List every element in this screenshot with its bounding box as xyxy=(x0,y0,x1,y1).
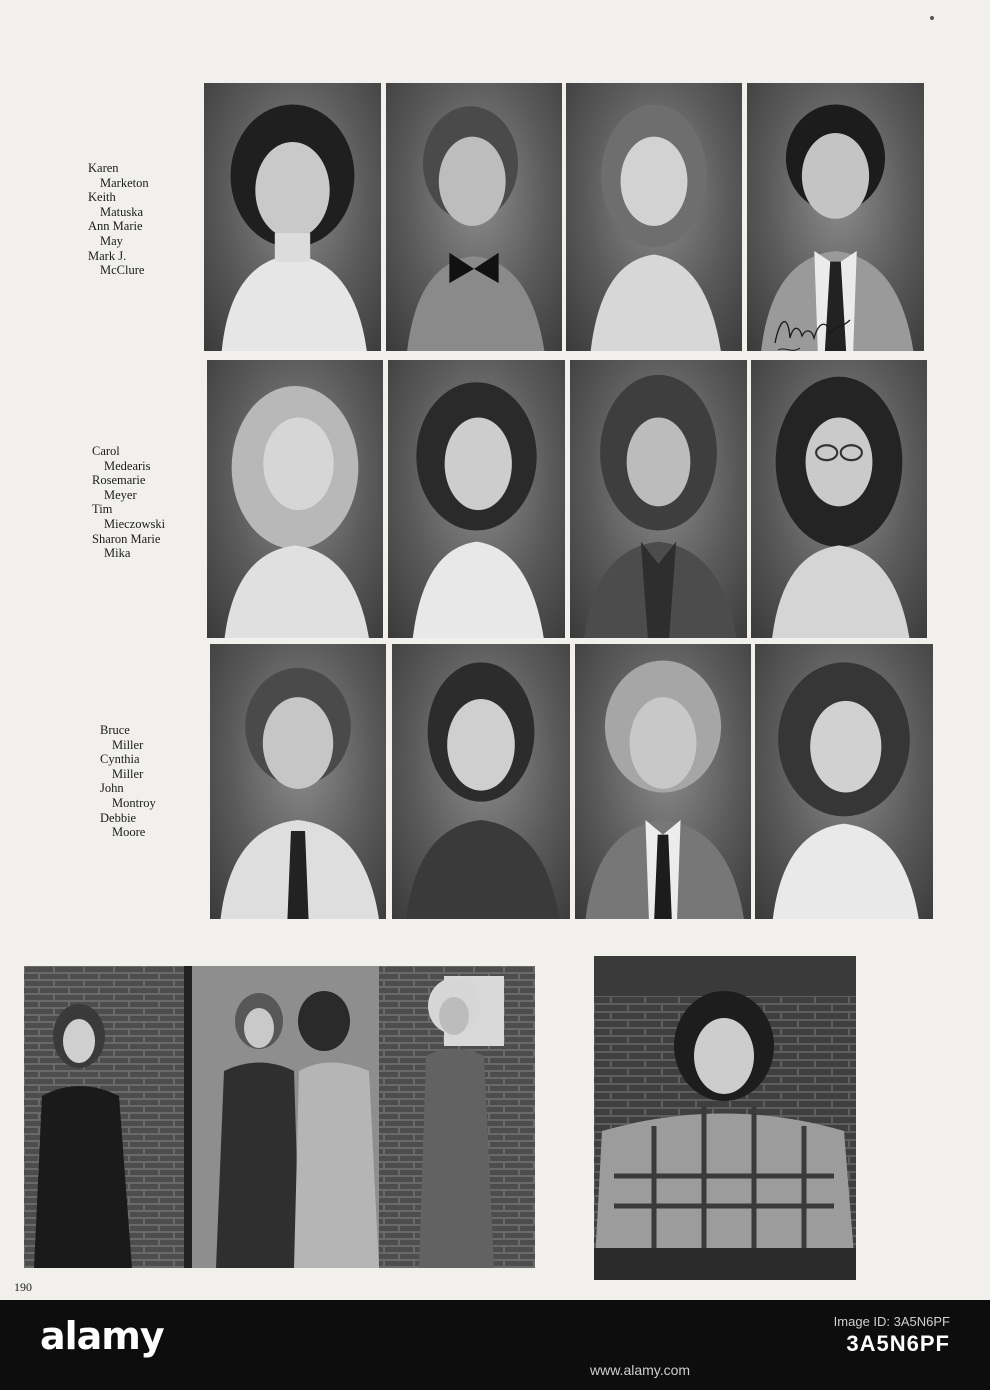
student-last-name: Miller xyxy=(112,766,144,781)
student-last-name: Mika xyxy=(104,546,131,561)
portrait-photo xyxy=(207,360,383,638)
candid-photo-hallway xyxy=(24,966,535,1268)
student-first-name: Carol xyxy=(92,444,120,458)
stock-footer-bar xyxy=(0,1300,990,1390)
student-first-name: Cynthia xyxy=(100,752,140,767)
student-first-name: Ann Marie xyxy=(88,219,143,234)
student-last-name: McClure xyxy=(100,263,145,278)
names-row-3 xyxy=(100,723,156,840)
student-last-name: Meyer xyxy=(104,487,137,502)
paper-speck xyxy=(930,16,934,20)
page-number: 190 xyxy=(14,1280,32,1294)
portrait-photo xyxy=(204,83,381,351)
student-first-name: Keith xyxy=(88,190,116,205)
names-row-1 xyxy=(88,161,149,278)
portrait-photo xyxy=(755,644,933,919)
student-last-name: May xyxy=(100,233,123,248)
portrait-photo xyxy=(386,83,562,351)
names-row-2 xyxy=(92,444,165,561)
student-last-name: Medearis xyxy=(104,458,151,473)
student-first-name: Tim xyxy=(92,502,113,517)
image-id-label: Image ID: 3A5N6PF xyxy=(833,1314,950,1329)
autograph-signature xyxy=(770,298,855,358)
student-last-name: Montroy xyxy=(112,795,156,810)
student-last-name: Matuska xyxy=(100,204,144,219)
student-first-name: Bruce xyxy=(100,723,130,737)
portrait-photo xyxy=(392,644,570,919)
student-first-name: Mark J. xyxy=(88,248,127,263)
student-last-name: Marketon xyxy=(100,175,149,190)
student-first-name: Debbie xyxy=(100,810,137,825)
student-first-name: Karen xyxy=(88,161,119,175)
candid-photo-student xyxy=(594,956,856,1280)
image-id: 3A5N6PF xyxy=(846,1331,950,1356)
student-last-name: Mieczowski xyxy=(104,516,166,531)
student-first-name: Sharon Marie xyxy=(92,531,161,546)
stock-brand-logo: alamy xyxy=(40,1314,164,1358)
student-first-name: John xyxy=(100,781,124,796)
stock-site-url: www.alamy.com xyxy=(590,1362,691,1378)
portrait-photo xyxy=(751,360,927,638)
portrait-photo xyxy=(566,83,742,351)
portrait-photo xyxy=(575,644,751,919)
student-last-name: Miller xyxy=(112,737,144,752)
image-id-block xyxy=(834,1314,950,1357)
portrait-photo xyxy=(388,360,565,638)
portrait-photo xyxy=(210,644,386,919)
student-last-name: Moore xyxy=(112,825,146,840)
portrait-photo xyxy=(570,360,747,638)
student-first-name: Rosemarie xyxy=(92,473,146,488)
